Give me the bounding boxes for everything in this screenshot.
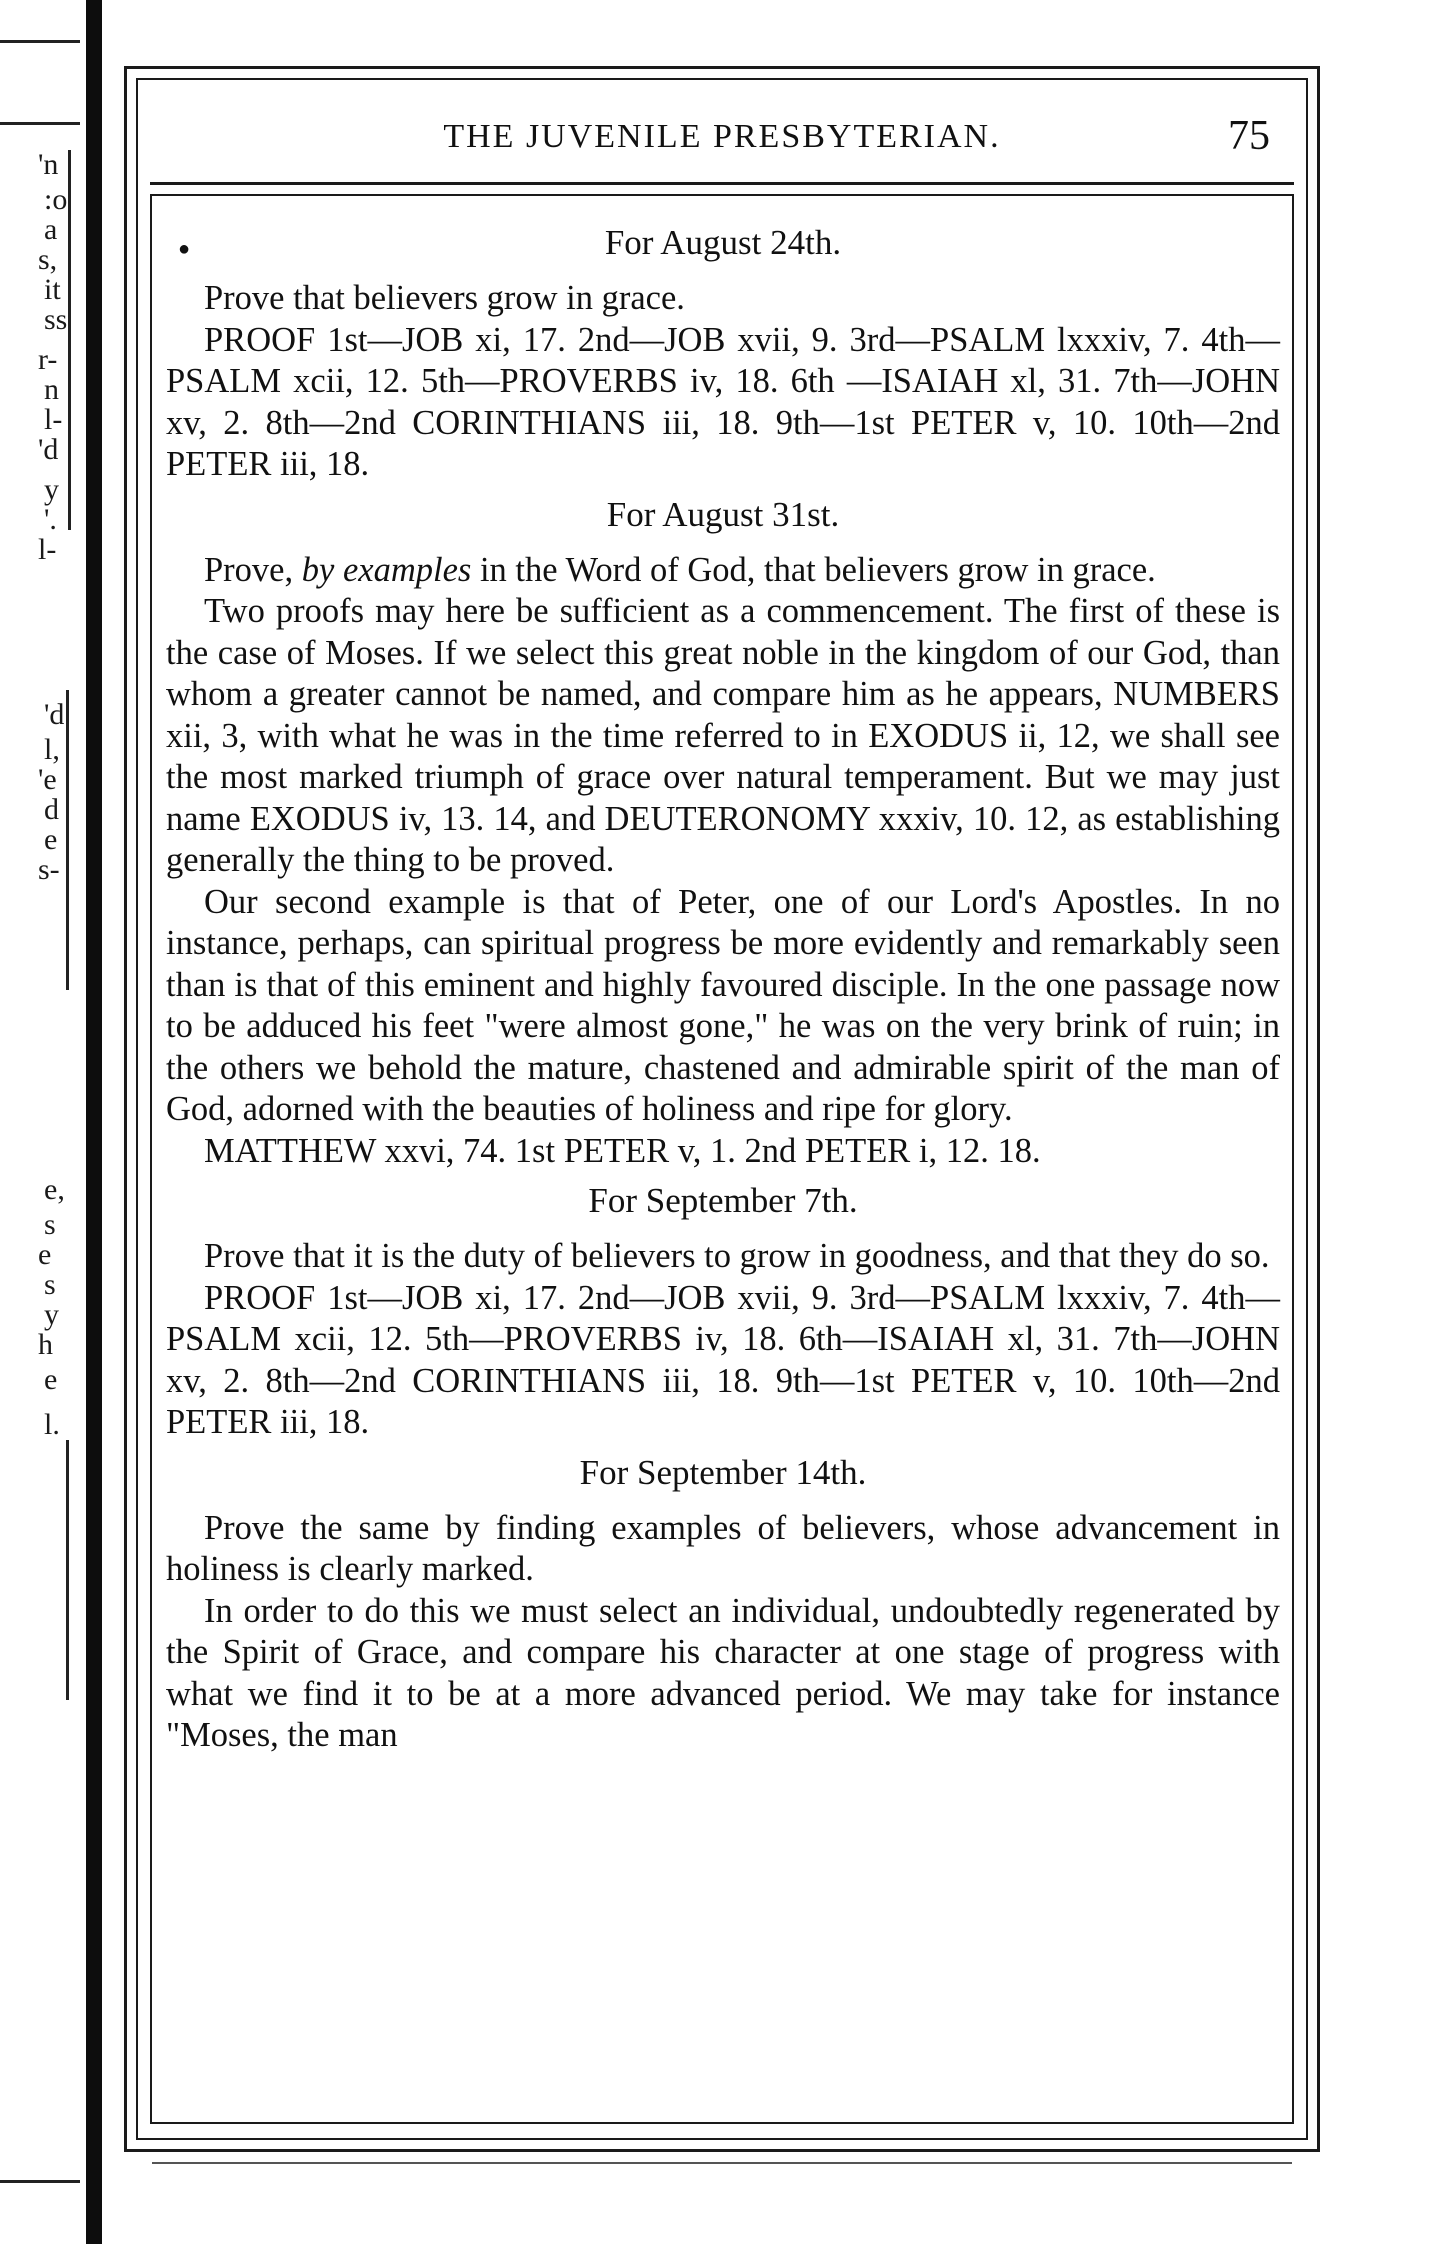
fragment-glyph: y xyxy=(44,473,59,506)
page-number: 75 xyxy=(1228,113,1270,159)
text-run: in the Word of God, that believers grow in grace. xyxy=(471,550,1156,589)
adjacent-page-rule xyxy=(0,40,80,43)
fragment-glyph: 'd xyxy=(38,433,59,466)
gutter-line xyxy=(66,690,69,990)
proof-references: PROOF 1st—JOB xi, 17. 2nd—JOB xvii, 9. 3rd—PSALM lxxxiv, 7. 4th—PSALM xcii, 12. 5th—PROVERBS iv, 18. 6th—ISAIAH xl, 31. 7th—JOHN xv, 2. 8th—2nd CORINTHIANS iii, 18. 9th—1st PETER v, 10. 10th—2nd PETER iii, 18. xyxy=(166,1278,1280,1441)
fragment-glyph: s, xyxy=(38,243,58,276)
paragraph: Prove the same by finding examples of believers, whose advancement in holiness is clearly marked. xyxy=(166,1508,1280,1588)
article-body xyxy=(166,206,1280,1757)
section-heading-aug-24: For August 24th. xyxy=(604,223,842,262)
fragment-glyph: :o xyxy=(44,183,68,216)
fragment-glyph: 'n xyxy=(38,148,59,181)
running-title: THE JUVENILE PRESBYTERIAN. xyxy=(443,118,1001,155)
paragraph xyxy=(166,550,1280,592)
scripture-references: MATTHEW xxvi, 74. 1st PETER v, 1. 2nd PETER i, 12. 18. xyxy=(204,1131,1041,1170)
fragment-glyph: l- xyxy=(38,533,57,566)
section-heading-sep-7: For September 7th. xyxy=(588,1181,858,1220)
fragment-glyph: s- xyxy=(38,853,60,886)
fragment-glyph: e xyxy=(38,1238,52,1271)
fragment-glyph: h xyxy=(38,1328,53,1361)
header-rule xyxy=(150,182,1294,185)
fragment-glyph: 'd xyxy=(44,698,65,731)
adjacent-page-rule xyxy=(0,122,80,125)
fragment-glyph: l. xyxy=(44,1408,60,1441)
fragment-glyph: r- xyxy=(38,343,58,376)
fragment-glyph: e, xyxy=(44,1173,65,1206)
fragment-glyph: y xyxy=(44,1298,59,1331)
fragment-glyph: a xyxy=(44,213,58,246)
fragment-glyph: d xyxy=(44,793,59,826)
gutter-line xyxy=(66,1440,69,1700)
bullet-mark: ● xyxy=(178,238,191,260)
fragment-glyph: it xyxy=(44,273,61,306)
paragraph: Prove that believers grow in grace. xyxy=(204,279,685,317)
paragraph: In order to do this we must select an individual, undoubtedly regenerated by the Spirit of Grace, and compare his character at one stage of progress with what we find it to be at a more advanced period. We may take for instance "Moses, the man xyxy=(166,1591,1280,1754)
binding-gutter xyxy=(86,0,102,2244)
emphasis-text: by examples xyxy=(301,550,472,589)
fragment-glyph: e xyxy=(44,823,58,856)
fragment-glyph: e xyxy=(44,1363,58,1396)
fragment-glyph: l- xyxy=(44,403,63,436)
proof-references: PROOF 1st—JOB xi, 17. 2nd—JOB xvii, 9. 3rd—PSALM lxxxiv, 7. 4th—PSALM xcii, 12. 5th—PROVERBS iv, 18. 6th —ISAIAH xl, 31. 7th—JOHN xv, 2. 8th—2nd CORINTHIANS iii, 18. 9th—1st PETER v, 10. 10th—2nd PETER iii, 18. xyxy=(166,320,1280,483)
paragraph: Our second example is that of Peter, one of our Lord's Apostles. In no instance, perhaps, can spiritual progress be more evidently and remarkably seen than is that of this eminent and highly favoured disciple. In the one passage now to be adduced his feet "were almost gone," he was on the very brink of ruin; in the others we behold the mature, chastened and admirable spirit of the man of God, adorned with the beauties of holiness and ripe for glory. xyxy=(166,882,1280,1128)
fragment-glyph: l, xyxy=(44,733,60,766)
bottom-rule xyxy=(152,2162,1292,2164)
adjacent-page-rule xyxy=(0,2180,80,2183)
fragment-glyph: ss xyxy=(44,303,68,336)
text-run: Prove, xyxy=(204,550,302,589)
fragment-glyph: n xyxy=(44,373,59,406)
fragment-glyph: s xyxy=(44,1208,56,1241)
fragment-glyph: 'e xyxy=(38,763,57,796)
paragraph: Two proofs may here be sufficient as a commencement. The first of these is the case of Moses. If we select this great noble in the kingdom of our God, than whom a greater cannot be named, and compare him as he appears, NUMBERS xii, 3, with what he was in the time referred to in EXODUS ii, 12, we shall see the most marked triumph of grace over natural temperament. But we may just name EXODUS iv, 13. 14, and DEUTERONOMY xxxiv, 10. 12, as establishing generally the thing to be proved. xyxy=(166,592,1280,879)
fragment-glyph: s xyxy=(44,1268,56,1301)
section-heading-sep-14: For September 14th. xyxy=(579,1452,867,1492)
section-heading-aug-31: For August 31st. xyxy=(606,494,840,534)
running-head xyxy=(150,112,1294,162)
gutter-line xyxy=(68,150,71,530)
fragment-glyph: '. xyxy=(44,503,57,536)
paragraph: Prove that it is the duty of believers to grow in goodness, and that they do so. xyxy=(204,1237,1270,1275)
